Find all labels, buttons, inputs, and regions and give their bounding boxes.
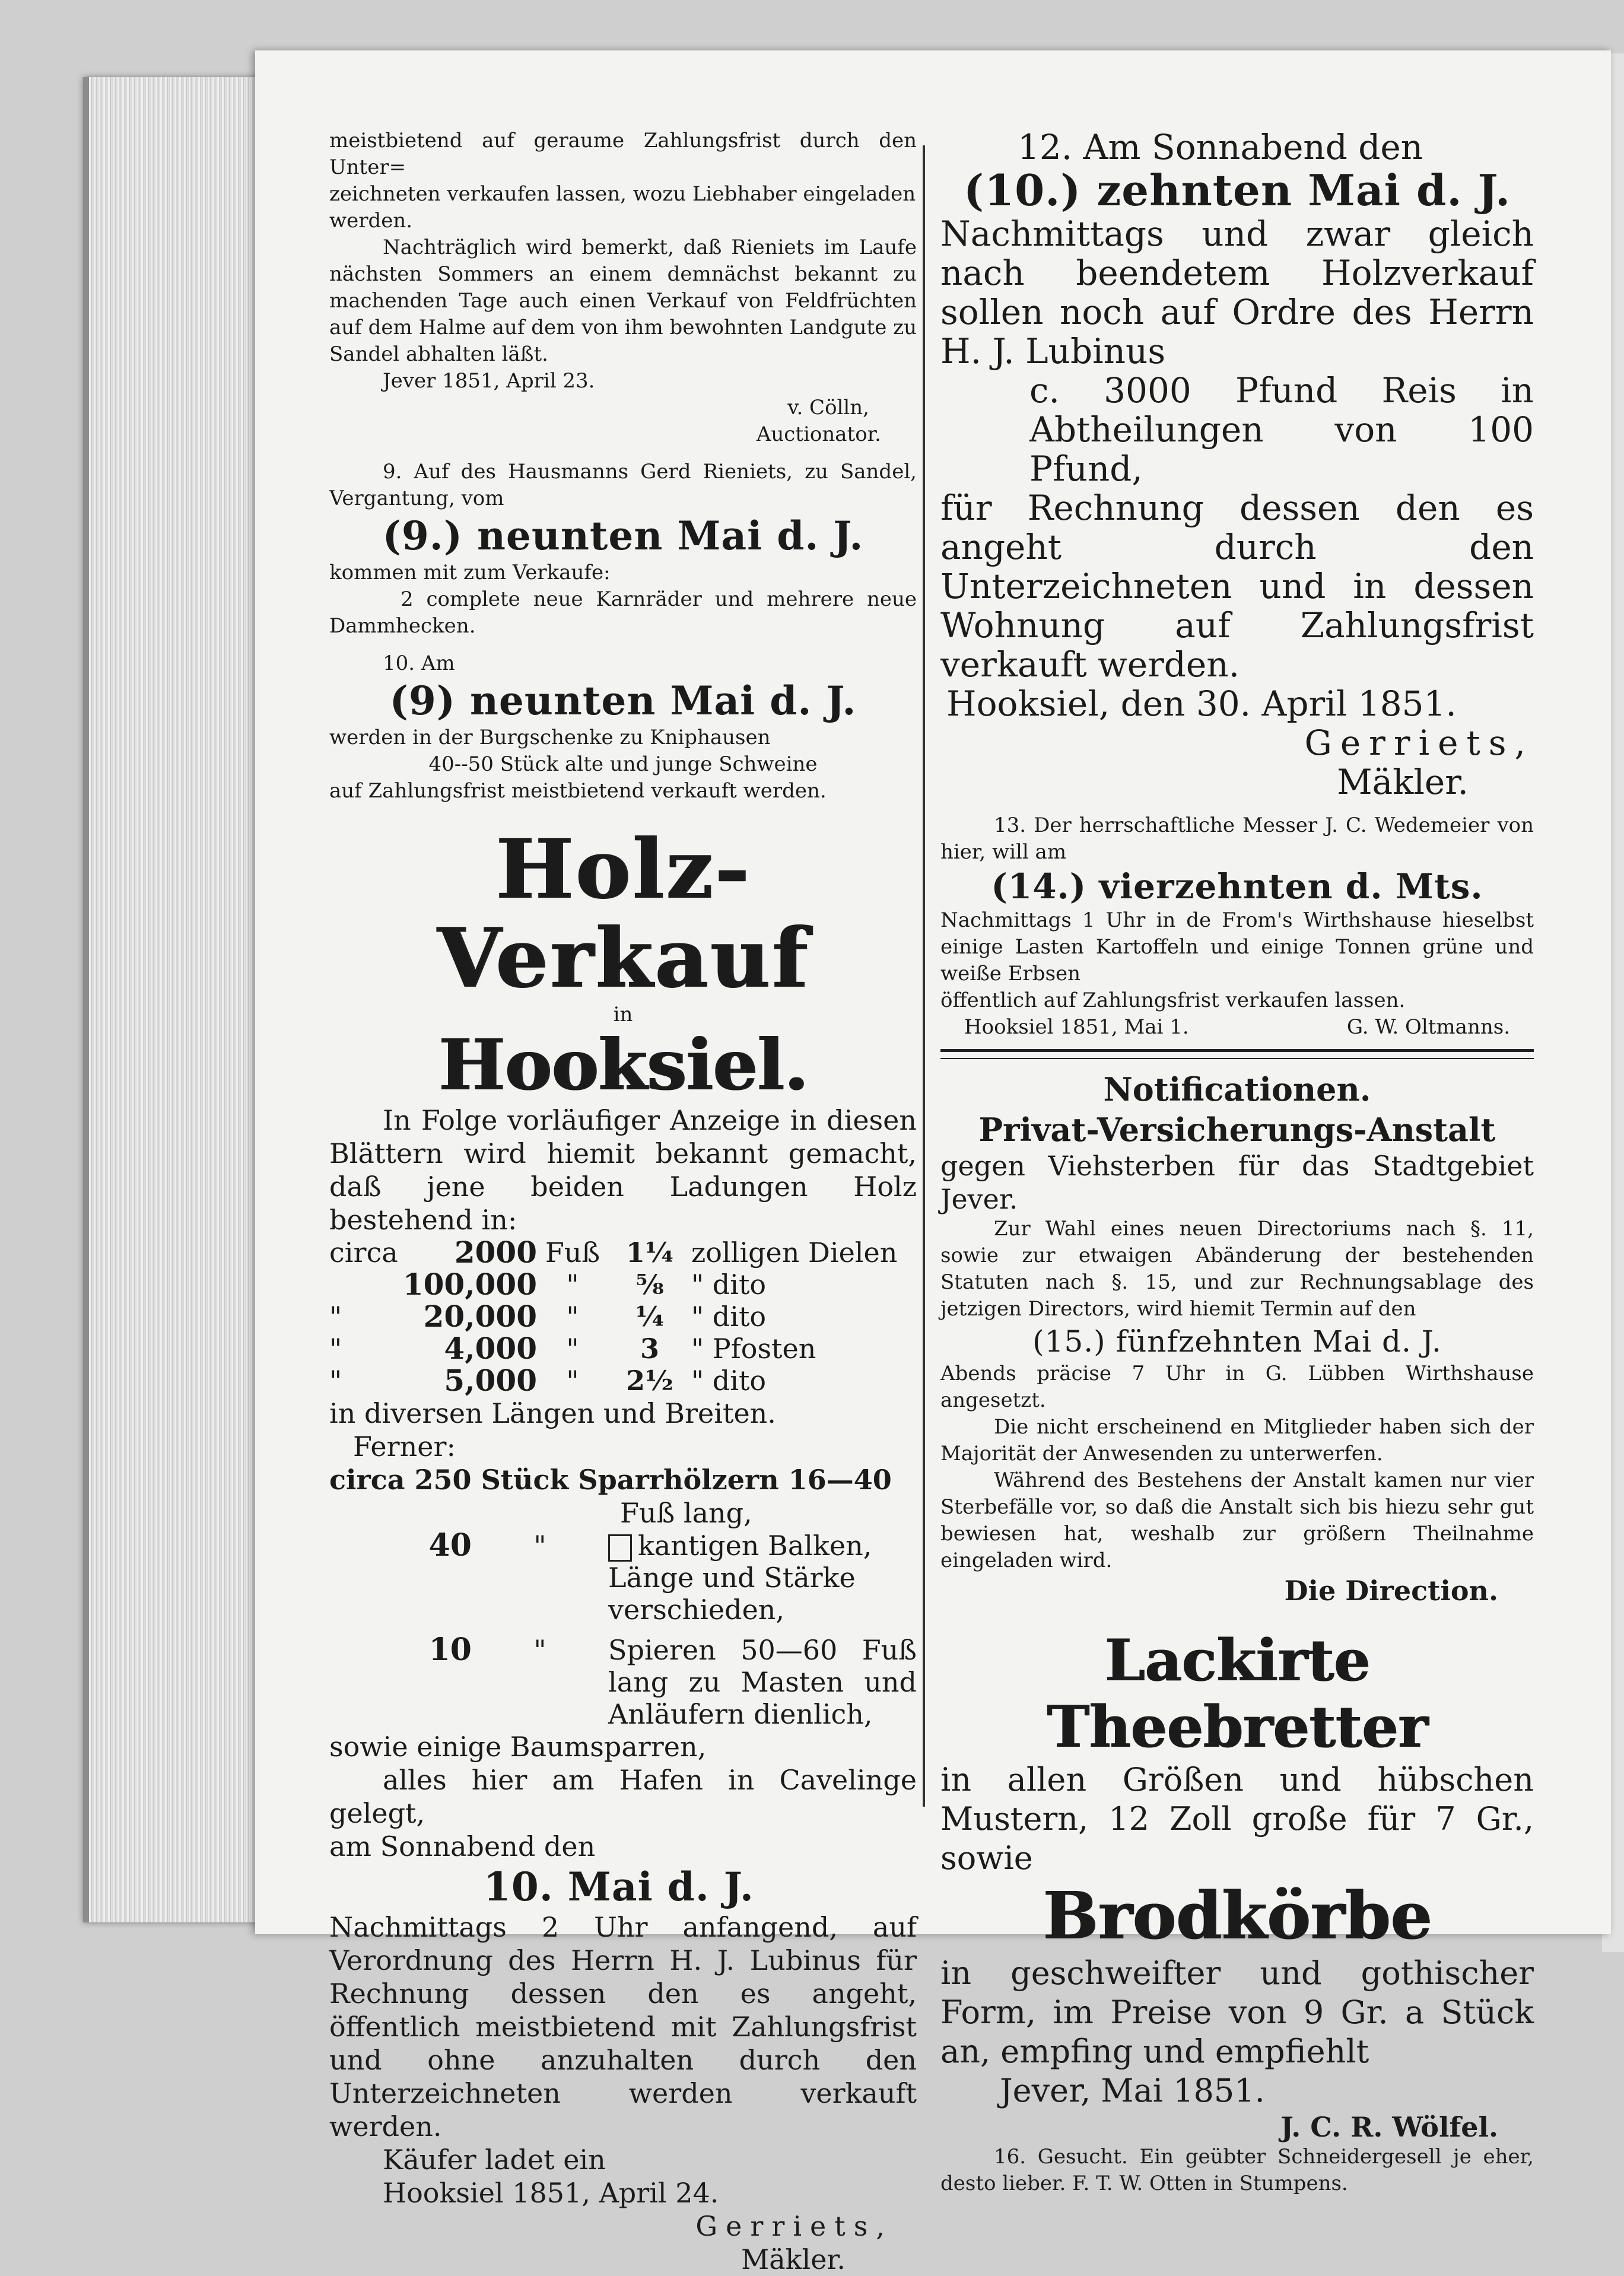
postscript: Nachträglich wird bemerkt, daß Rieniets im Laufe nächsten Sommers an einem demnächst bekannt zu machenden Tage auch einen Verkauf von Feldfrüchten auf dem Halme auf dem von ihm bewohnten Landgute zu Sandel abhalten läßt. [329, 236, 917, 366]
item10-am: 10. Am [383, 651, 455, 675]
item13-date: (14.) vierzehnten d. Mts. [991, 866, 1483, 907]
pv-signer: Die Direction. [1284, 1575, 1498, 1607]
wood-row-size: ¼ [635, 1301, 664, 1333]
hafen: alles hier am Hafen in Cavelinge gelegt, [329, 1764, 917, 1829]
item12-head: 12. Am Sonnabend den [1018, 127, 1423, 167]
spar-cont: Fuß lang, [620, 1497, 752, 1529]
item12-title: Mäkler. [1337, 762, 1469, 802]
item12-text2: für Rechnung dessen den es angeht durch den Unterzeichneten und in dessen Wohnung auf Zahlungsfrist verkauft werden. [940, 488, 1534, 685]
item13-text2: Nachmittags 1 Uhr in de From's Wirthshause hieselbst einige Lasten Kartoffeln und einige Tonnen grüne und weiße Erbsen [940, 908, 1534, 986]
wood-row-description: " dito [691, 1365, 767, 1397]
balken-text [608, 1530, 917, 1626]
wood-row [329, 1236, 917, 1269]
wood-row-size: 3 [640, 1333, 659, 1365]
intro-line-3: werden. [329, 209, 413, 233]
item12-text: Nachmittags und zwar gleich nach beendetem Holzverkauf sollen noch auf Ordre des Herrn H. J. Lubinus [940, 214, 1534, 371]
wood-row-quantity: 2000 [454, 1235, 537, 1270]
section-rule-thin [940, 1058, 1534, 1059]
wood-row-prefix: " [329, 1301, 342, 1333]
holz-intro: In Folge vorläufiger Anzeige in diesen Blättern wird hiemit bekannt gemacht, daß jene beiden Ladungen Holz bestehend in: [329, 1104, 917, 1236]
item16: 16. Gesucht. Ein geübter Schneidergesell je eher, desto lieber. F. T. W. Otten in Stumpens. [940, 2145, 1534, 2195]
left-column [329, 128, 917, 2276]
item10-text3: auf Zahlungsfrist meistbietend verkauft werden. [329, 779, 827, 803]
item13-text3: öffentlich auf Zahlungsfrist verkaufen lassen. [940, 988, 1406, 1012]
intro-line-2: zeichneten verkaufen lassen, wozu Liebhaber eingeladen [329, 182, 916, 206]
wood-after: in diversen Längen und Breiten. [329, 1397, 776, 1429]
holz-in: in [613, 1003, 633, 1026]
balken-text-label: kantigen Balken, Länge und Stärke verschieden, [608, 1530, 872, 1626]
item10-text1: werden in der Burgschenke zu Kniphausen [329, 726, 771, 749]
wood-row-description: zolligen Dielen [691, 1236, 898, 1269]
item12-place: Hooksiel, den 30. April 1851. [946, 684, 1457, 724]
wood-row-quantity: 20,000 [423, 1299, 537, 1334]
pv-date: (15.) fünfzehnten Mai d. J. [1032, 1324, 1442, 1359]
newspaper-page [255, 50, 1611, 2275]
wood-row [329, 1333, 917, 1365]
wood-row-prefix [329, 1269, 401, 1301]
item9-goods: 2 complete neue Karnräder und mehrere neue Dammhecken. [329, 587, 917, 638]
wood-row-description: " Pfosten [691, 1333, 816, 1365]
square-symbol [608, 1534, 632, 1562]
item9-text: 9. Auf des Hausmanns Gerd Rieniets, zu Sandel, Vergantung, vom [329, 460, 917, 510]
wood-row-description: " dito [691, 1269, 767, 1301]
signer2-name: Gerriets, [695, 2210, 893, 2242]
sale-date: 10. Mai d. J. [484, 1864, 754, 1910]
wood-table [329, 1236, 917, 1397]
wood-row-quantity: 5,000 [444, 1363, 537, 1398]
item13-place: Hooksiel 1851, Mai 1. [964, 1015, 1189, 1039]
wood-row-prefix: circa [329, 1236, 398, 1269]
holz-place: Hooksiel. [438, 1023, 808, 1106]
pv-text4: Während des Bestehens der Anstalt kamen nur vier Sterbefälle vor, so daß die Anstalt sich bis hiezu sehr gut bewiesen hat, weshalb zur größern Theilnahme eingeladen wird. [940, 1468, 1534, 1572]
ad-text-2: in geschweifter und gothischer Form, im Preise von 9 Gr. a Stück an, empfing und empfiehlt [940, 1954, 1534, 2070]
item13-footer [940, 1014, 1534, 1041]
item13-signer: G. W. Oltmanns. [1346, 1015, 1510, 1039]
item9-come: kommen mit zum Verkaufe: [329, 561, 611, 584]
sonnabend: am Sonnabend den [329, 1830, 596, 1862]
pv-sub: gegen Viehsterben für das Stadtgebiet Jever. [940, 1150, 1534, 1215]
wood-row-size: ⅝ [635, 1269, 664, 1301]
ad-title-1: Lackirte Theebretter [1046, 1627, 1428, 1760]
place-date-2: Hooksiel 1851, April 24. [383, 2177, 719, 2209]
wood-row-size: 2½ [626, 1365, 673, 1397]
wood-row [329, 1301, 917, 1333]
balken-row: 40 " kantigen Balken, Länge und Stärke verschieden, [329, 1530, 917, 1626]
wood-row-quantity: 100,000 [402, 1267, 537, 1302]
wood-row [329, 1269, 917, 1301]
balken-qty: 40 [428, 1527, 472, 1563]
pv-text1: Zur Wahl eines neuen Directoriums nach §. 11, sowie zur etwaigen Abänderung der bestehenden Statuten nach §. 15, und zur Rechnungsablage des jetzigen Directors, wird hiemit Termin auf den [940, 1217, 1534, 1321]
pv-title: Privat-Versicherungs-Anstalt [978, 1111, 1496, 1149]
item9-date: (9.) neunten Mai d. J. [382, 513, 864, 559]
wood-row-unit: Fuß [545, 1236, 600, 1269]
wood-row-quantity: 4,000 [444, 1331, 537, 1366]
intro-line-1: meistbietend auf geraume Zahlungsfrist durch den Unter= [329, 129, 917, 179]
pv-text2: Abends präcise 7 Uhr in G. Lübben Wirthshause angesetzt. [940, 1362, 1534, 1412]
wood-row-prefix: " [329, 1333, 342, 1365]
book-page-edges [83, 77, 261, 1922]
kaeufer: Käufer ladet ein [383, 2144, 606, 2176]
baum: sowie einige Baumsparren, [329, 1731, 707, 1763]
right-column [940, 128, 1534, 2197]
place-date: Jever 1851, April 23. [383, 369, 595, 393]
wood-row-unit: " [566, 1333, 579, 1365]
ad-place: Jever, Mai 1851. [1000, 2072, 1265, 2109]
item13-text: 13. Der herrschaftliche Messer J. C. Wedemeier von hier, will am [940, 813, 1534, 864]
wood-row-size: 1¼ [626, 1236, 673, 1269]
signer-name: v. Cölln, [787, 396, 869, 419]
notif-head: Notificationen. [1103, 1070, 1371, 1108]
section-rule [940, 1049, 1534, 1052]
ad-title-2: Brodkörbe [1043, 1877, 1432, 1954]
spar-line: circa 250 Stück Sparrhölzern 16—40 [329, 1464, 892, 1496]
spieren-qty: 10 [428, 1632, 472, 1668]
ferner: Ferner: [353, 1431, 456, 1463]
pv-text3: Die nicht erscheinend en Mitglieder haben sich der Majorität der Anwesenden zu unterwerfen. [940, 1415, 1534, 1466]
wood-row-unit: " [566, 1269, 579, 1301]
spieren-row: 10 " Spieren 50—60 Fuß lang zu Masten und Anläufern dienlich, [329, 1634, 917, 1730]
item12-goods: c. 3000 Pfund Reis in Abtheilungen von 100 Pfund, [1029, 370, 1534, 489]
spieren-text: Spieren 50—60 Fuß lang zu Masten und Anläufern dienlich, [608, 1634, 917, 1730]
wood-row [329, 1365, 917, 1397]
holz-title: Holz-Verkauf [437, 821, 809, 1006]
wood-row-unit: " [566, 1365, 579, 1397]
column-divider [923, 145, 925, 1807]
item12-signer: Gerriets, [1304, 723, 1534, 763]
signer2-title: Mäkler. [741, 2243, 846, 2275]
wood-row-description: " dito [691, 1301, 767, 1333]
ad-text-1: in allen Größen und hübschen Mustern, 12 Zoll große für 7 Gr., sowie [940, 1761, 1534, 1877]
wood-row-prefix: " [329, 1365, 342, 1397]
wood-row-unit: " [566, 1301, 579, 1333]
item10-text2: 40--50 Stück alte und junge Schweine [428, 752, 818, 776]
sale-text: Nachmittags 2 Uhr anfangend, auf Verordnung des Herrn H. J. Lubinus für Rechnung dessen den es angeht, öffentlich meistbietend mit Zahlungsfrist und ohne anzuhalten durch den Unterzeichneten werden verkauft werden. [329, 1911, 917, 2143]
ad-signer: J. C. R. Wölfel. [1280, 2111, 1498, 2143]
item10-date: (9) neunten Mai d. J. [389, 678, 857, 724]
item12-date: (10.) zehnten Mai d. J. [963, 165, 1511, 215]
signer-title: Auctionator. [756, 422, 881, 446]
